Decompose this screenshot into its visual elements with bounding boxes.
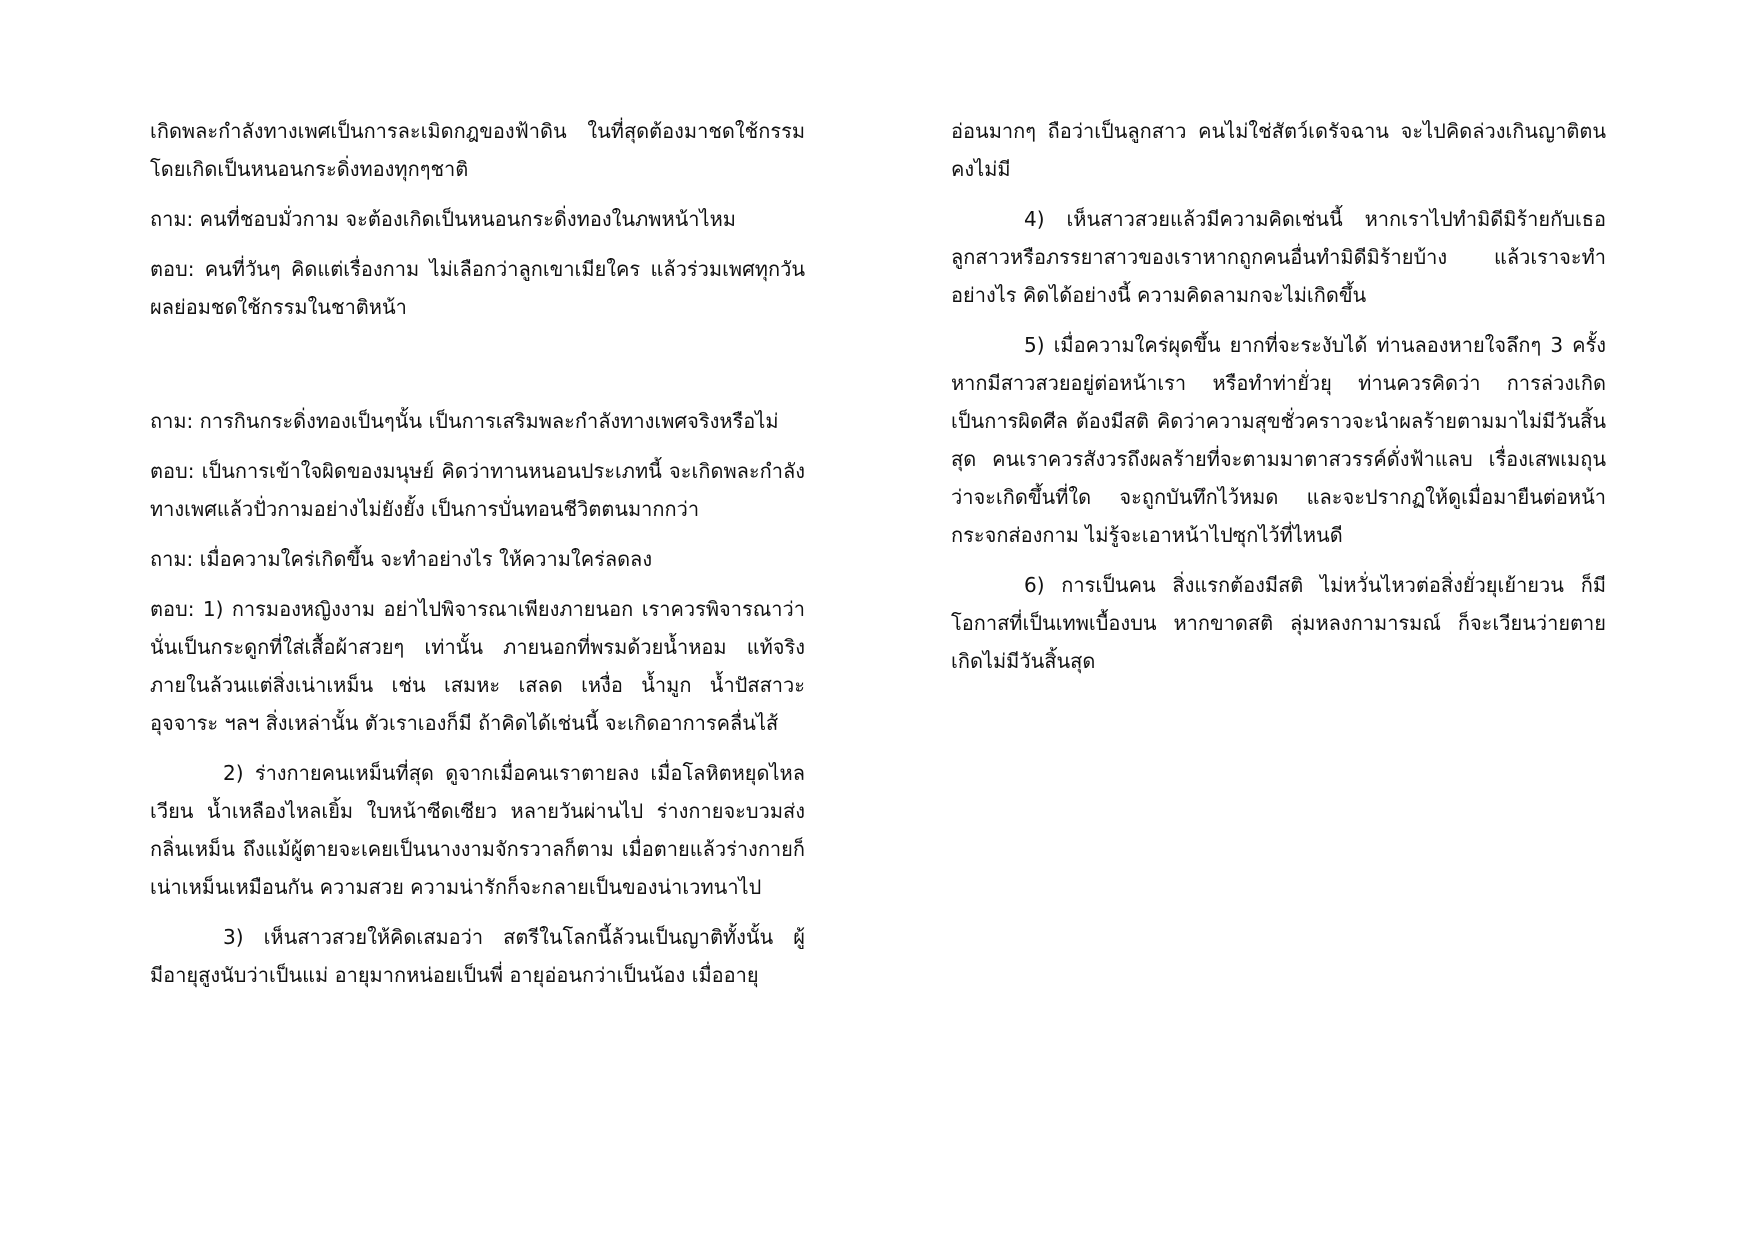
question-paragraph: ถาม: การกินกระดิ่งทองเป็นๆนั้น เป็นการเสริมพละกำลังทางเพศจริงหรือไม่ <box>150 409 779 433</box>
answer-paragraph: ตอบ: 1) การมองหญิงงาม อย่าไปพิจารณาเพียงภายนอก เราควรพิจารณาว่า นั่นเป็นกระดูกที่ใส่เสื้อผ้าสวยๆ เท่านั้น ภายนอกที่พรมด้วยน้ำหอม แท้จริงภายในล้วนแต่สิ่งเน่าเหม็น เช่น เสมหะ เสลด เหงื่อ น้ำมูก น้ำปัสสาวะ อุจจาระ ฯลฯ สิ่งเหล่านั้น ตัวเราเองก็มี ถ้าคิดได้เช่นนี้ จะเกิดอาการคลื่นไส้ <box>150 597 805 735</box>
numbered-paragraph: 4) เห็นสาวสวยแล้วมีความคิดเช่นนี้ หากเราไปทำมิดีมิร้ายกับเธอลูกสาวหรือภรรยาสาวของเราหากถูกคนอื่นทำมิดีมิร้ายบ้าง แล้วเราจะทำอย่างไร คิดได้อย่างนี้ ความคิดลามกจะไม่เกิดขึ้น <box>951 207 1606 307</box>
right-text-column <box>951 112 1606 692</box>
question-paragraph: ถาม: เมื่อความใคร่เกิดขึ้น จะทำอย่างไร ให้ความใคร่ลดลง <box>150 547 653 571</box>
numbered-paragraph: 5) เมื่อความใคร่ผุดขึ้น ยากที่จะระงับได้ ท่านลองหายใจลึกๆ 3 ครั้ง หากมีสาวสวยอยู่ต่อหน้าเรา หรือทำท่ายั่วยุ ท่านควรคิดว่า การล่วงเกิดเป็นการผิดศีล ต้องมีสติ คิดว่าความสุขชั่วคราวจะนำผลร้ายตามมาไม่มีวันสิ้นสุด คนเราควรสังวรถึงผลร้ายที่จะตามมาตาสวรรค์ดั่งฟ้าแลบ เรื่องเสพเมถุนว่าจะเกิดขึ้นที่ใด จะถูกบันทึกไว้หมด และจะปรากฏให้ดูเมื่อมายืนต่อหน้ากระจกส่องกาม ไม่รู้จะเอาหน้าไปซุกไว้ที่ไหนดี <box>951 333 1606 547</box>
continuation-paragraph: อ่อนมากๆ ถือว่าเป็นลูกสาว คนไม่ใช่สัตว์เดรัจฉาน จะไปคิดล่วงเกินญาติตนคงไม่มี <box>951 119 1606 181</box>
answer-paragraph: ตอบ: เป็นการเข้าใจผิดของมนุษย์ คิดว่าทานหนอนประเภทนี้ จะเกิดพละกำลังทางเพศแล้วปั่วกามอย่างไม่ยังยั้ง เป็นการบั่นทอนชีวิตตนมากกว่า <box>150 459 805 521</box>
numbered-paragraph: 2) ร่างกายคนเหม็นที่สุด ดูจากเมื่อคนเราตายลง เมื่อโลหิตหยุดไหลเวียน น้ำเหลืองไหลเยิ้ม ใบหน้าซีดเซียว หลายวันผ่านไป ร่างกายจะบวมส่งกลิ่นเหม็น ถึงแม้ผู้ตายจะเคยเป็นนางงามจักรวาลก็ตาม เมื่อตายแล้วร่างกายก็เน่าเหม็นเหมือนกัน ความสวย ความน่ารักก็จะกลายเป็นของน่าเวทนาไป <box>150 761 805 899</box>
left-text-column <box>150 112 805 1006</box>
answer-paragraph: ตอบ: คนที่วันๆ คิดแต่เรื่องกาม ไม่เลือกว่าลูกเขาเมียใคร แล้วร่วมเพศทุกวัน ผลย่อมชดใช้กรรมในชาติหน้า <box>150 257 805 319</box>
numbered-paragraph: 3) เห็นสาวสวยให้คิดเสมอว่า สตรีในโลกนี้ล้วนเป็นญาติทั้งนั้น ผู้มีอายุสูงนับว่าเป็นแม่ อายุมากหน่อยเป็นพี่ อายุอ่อนกว่าเป็นน้อง เมื่ออายุ <box>150 925 805 987</box>
question-paragraph: ถาม: คนที่ชอบมั่วกาม จะต้องเกิดเป็นหนอนกระดิ่งทองในภพหน้าไหม <box>150 207 736 231</box>
numbered-paragraph: 6) การเป็นคน สิ่งแรกต้องมีสติ ไม่หวั่นไหวต่อสิ่งยั่วยุเย้ายวน ก็มีโอกาสที่เป็นเทพเบื้องบน หากขาดสติ ลุ่มหลงกามารมณ์ ก็จะเวียนว่ายตายเกิดไม่มีวันสิ้นสุด <box>951 573 1606 673</box>
paragraph: เกิดพละกำลังทางเพศเป็นการละเมิดกฎของฟ้าดิน ในที่สุดต้องมาชดใช้กรรมโดยเกิดเป็นหนอนกระดิ่งทองทุกๆชาติ <box>150 119 805 181</box>
